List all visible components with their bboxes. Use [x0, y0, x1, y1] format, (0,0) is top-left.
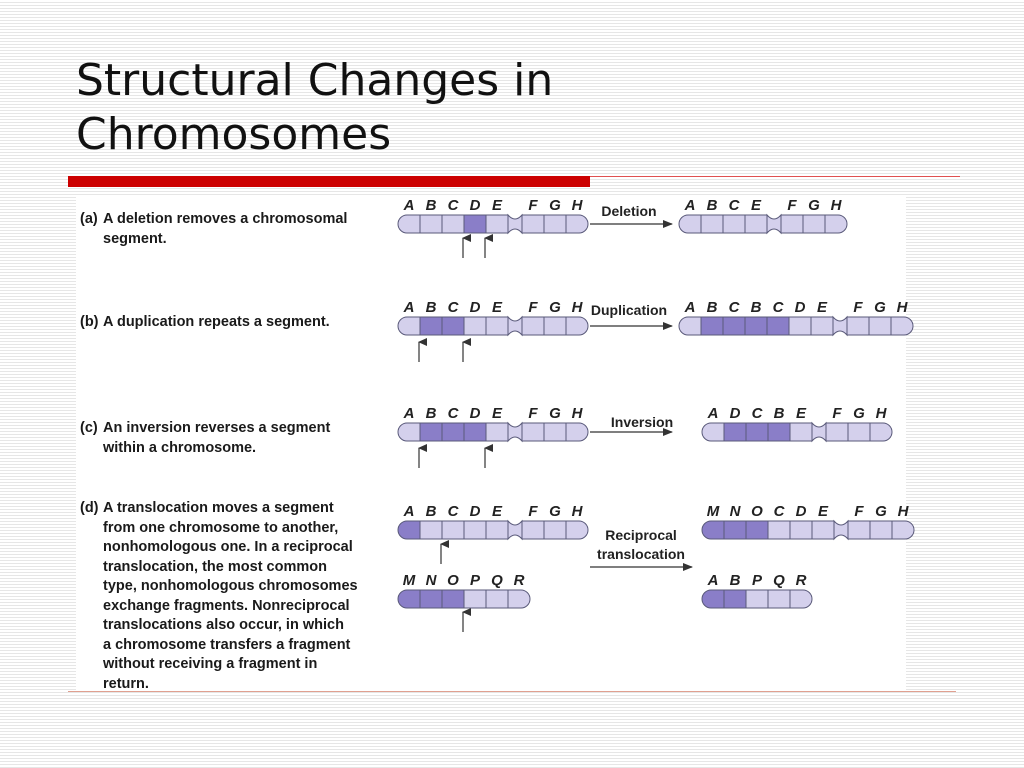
- chromosome-segment: [892, 521, 914, 539]
- gene-label: F: [832, 405, 842, 422]
- description-b-line1: A duplication repeats a segment.: [103, 314, 330, 330]
- row-letter-d: (d): [80, 500, 99, 516]
- slide-title-line1: Structural Changes in: [76, 55, 554, 106]
- row-letter-c: (c): [80, 420, 98, 436]
- chromosome-segment: [508, 590, 530, 608]
- chromosome-c-after: [702, 405, 892, 441]
- chromosome-a-before: [398, 197, 588, 233]
- gene-label: C: [751, 405, 763, 422]
- chromosome-segment: [768, 521, 790, 539]
- description-d-line6: exchange fragments. Nonreciprocal: [103, 597, 350, 614]
- gene-label: B: [706, 197, 718, 214]
- description-c-line2: within a chromosome.: [103, 439, 257, 456]
- chromosome-segment: [790, 590, 812, 608]
- gene-label: F: [787, 197, 797, 214]
- gene-label: A: [403, 503, 415, 520]
- chromosome-segment: [723, 317, 745, 335]
- gene-label: O: [751, 503, 763, 520]
- gene-label: D: [794, 299, 806, 316]
- title-accent-bar: [68, 176, 590, 187]
- chromosome-segment: [486, 317, 508, 335]
- gene-label: F: [854, 503, 864, 520]
- gene-label: E: [491, 503, 503, 520]
- chromosome-segment: [812, 521, 834, 539]
- gene-label: H: [571, 405, 583, 422]
- gene-label: B: [729, 572, 741, 589]
- gene-label: D: [729, 405, 741, 422]
- chromosome-segment: [464, 215, 486, 233]
- chromosome-segment: [702, 590, 724, 608]
- chromosome-segment: [701, 215, 723, 233]
- chromosome-segment: [464, 423, 486, 441]
- gene-label: H: [830, 197, 842, 214]
- centromere: [508, 521, 522, 539]
- chromosome-segment: [398, 215, 420, 233]
- gene-label: F: [528, 299, 538, 316]
- chromosome-c-before: [398, 405, 588, 441]
- chromosome-segment: [566, 215, 588, 233]
- gene-label: A: [707, 405, 719, 422]
- gene-label: G: [549, 197, 561, 214]
- description-c-line1: An inversion reverses a segment: [103, 420, 331, 436]
- chromosome-segment: [566, 423, 588, 441]
- chromosome-d-before-2: [398, 572, 530, 608]
- gene-label: D: [795, 503, 807, 520]
- centromere: [508, 423, 522, 441]
- chromosome-segment: [522, 521, 544, 539]
- chromosome-segment: [442, 215, 464, 233]
- chromosome-a-after: [679, 197, 847, 233]
- slide-title: [76, 54, 776, 162]
- chromosome-segment: [869, 317, 891, 335]
- gene-label: G: [875, 503, 887, 520]
- gene-label: H: [875, 405, 887, 422]
- description-d-line3: nonhomologous one. In a reciprocal: [103, 539, 353, 555]
- chromosome-segment: [522, 215, 544, 233]
- gene-label: F: [528, 197, 538, 214]
- description-d-line8: a chromosome transfers a fragment: [103, 636, 351, 653]
- gene-label: C: [447, 405, 459, 422]
- chromosome-segment: [544, 521, 566, 539]
- centromere: [767, 215, 781, 233]
- chromosome-segment: [847, 317, 869, 335]
- gene-label: C: [728, 197, 740, 214]
- chromosome-segment: [566, 521, 588, 539]
- chromosome-segment: [398, 521, 420, 539]
- chromosome-segment: [398, 423, 420, 441]
- chromosome-segment: [522, 423, 544, 441]
- chromosome-segment: [486, 215, 508, 233]
- gene-label: P: [469, 572, 481, 589]
- description-a-line1: A deletion removes a chromosomal: [103, 211, 348, 227]
- chromosome-segment: [544, 215, 566, 233]
- description-d-line7: translocations also occur, in which: [103, 617, 344, 633]
- chromosome-segment: [522, 317, 544, 335]
- gene-label: F: [853, 299, 863, 316]
- chromosome-d-after-1: [702, 503, 914, 539]
- gene-label: N: [425, 572, 437, 589]
- operation-label-reciprocal-line2: translocation: [597, 546, 685, 562]
- gene-label: E: [750, 197, 762, 214]
- gene-label: D: [469, 503, 481, 520]
- gene-label: C: [447, 299, 459, 316]
- chromosome-segment: [544, 423, 566, 441]
- centromere: [812, 423, 826, 441]
- gene-label: D: [469, 197, 481, 214]
- chromosome-segment: [464, 521, 486, 539]
- description-d-line5: type, nonhomologous chromosomes: [103, 578, 358, 594]
- row-letter-b: (b): [80, 314, 99, 330]
- gene-label: C: [447, 197, 459, 214]
- gene-label: E: [816, 299, 828, 316]
- gene-label: G: [874, 299, 886, 316]
- chromosome-segment: [746, 521, 768, 539]
- operation-label-duplication: Duplication: [590, 302, 668, 318]
- gene-label: A: [684, 197, 696, 214]
- chromosome-segment: [826, 423, 848, 441]
- description-d-line1: A translocation moves a segment: [103, 500, 334, 516]
- gene-label: H: [571, 299, 583, 316]
- footer-divider-line: [68, 691, 956, 692]
- gene-label: B: [773, 405, 785, 422]
- gene-label: B: [425, 299, 437, 316]
- chromosome-segment: [825, 215, 847, 233]
- gene-label: H: [571, 503, 583, 520]
- operation-label-deletion: Deletion: [601, 203, 657, 219]
- chromosome-segment: [724, 590, 746, 608]
- gene-label: H: [571, 197, 583, 214]
- description-d-line9: without receiving a fragment in: [103, 656, 318, 672]
- chromosome-segment: [442, 317, 464, 335]
- gene-label: B: [425, 503, 437, 520]
- chromosome-segment: [811, 317, 833, 335]
- gene-label: N: [729, 503, 741, 520]
- chromosome-segment: [723, 215, 745, 233]
- chromosome-b-before: [398, 299, 588, 335]
- gene-label: M: [706, 503, 720, 520]
- centromere: [508, 215, 522, 233]
- chromosome-segment: [891, 317, 913, 335]
- gene-label: G: [549, 503, 561, 520]
- operation-label-reciprocal-line1: Reciprocal: [605, 527, 677, 543]
- description-d-line2: from one chromosome to another,: [103, 519, 339, 536]
- chromosome-segment: [544, 317, 566, 335]
- gene-label: E: [795, 405, 807, 422]
- chromosome-segment: [790, 423, 812, 441]
- gene-label: C: [728, 299, 740, 316]
- gene-label: D: [469, 299, 481, 316]
- chromosome-segment: [768, 590, 790, 608]
- gene-label: R: [795, 572, 807, 589]
- gene-label: A: [403, 299, 415, 316]
- chromosome-segment: [870, 423, 892, 441]
- chromosome-segment: [702, 521, 724, 539]
- chromosome-segment: [746, 590, 768, 608]
- chromosome-segment: [442, 423, 464, 441]
- chromosome-b-after: [679, 299, 913, 335]
- chromosome-segment: [768, 423, 790, 441]
- chromosome-segment: [464, 590, 486, 608]
- chromosome-segment: [724, 423, 746, 441]
- chromosome-segment: [790, 521, 812, 539]
- gene-label: E: [817, 503, 829, 520]
- description-d-line10: return.: [103, 675, 149, 692]
- chromosome-segment: [745, 215, 767, 233]
- gene-label: E: [491, 197, 503, 214]
- chromosome-diagram-svg: [76, 196, 909, 690]
- centromere: [508, 317, 522, 335]
- gene-label: F: [528, 503, 538, 520]
- gene-label: B: [706, 299, 718, 316]
- chromosome-segment: [724, 521, 746, 539]
- chromosome-segment: [420, 521, 442, 539]
- chromosome-segment: [679, 215, 701, 233]
- title-divider-line: [590, 176, 960, 177]
- chromosome-segment: [848, 521, 870, 539]
- description-a-line2: segment.: [103, 230, 167, 247]
- gene-label: G: [853, 405, 865, 422]
- gene-label: Q: [773, 572, 785, 589]
- gene-label: H: [896, 299, 908, 316]
- chromosome-segment: [803, 215, 825, 233]
- centromere: [833, 317, 847, 335]
- gene-label: D: [469, 405, 481, 422]
- gene-label: E: [491, 405, 503, 422]
- gene-label: A: [403, 197, 415, 214]
- chromosome-d-before-1: [398, 503, 588, 539]
- gene-label: G: [549, 299, 561, 316]
- gene-label: B: [750, 299, 762, 316]
- gene-label: G: [808, 197, 820, 214]
- chromosome-segment: [420, 423, 442, 441]
- chromosome-segment: [420, 215, 442, 233]
- gene-label: B: [425, 405, 437, 422]
- gene-label: C: [773, 503, 785, 520]
- description-d-line4: translocation, the most common: [103, 558, 327, 575]
- gene-label: Q: [491, 572, 503, 589]
- chromosome-segment: [701, 317, 723, 335]
- chromosome-segment: [420, 590, 442, 608]
- chromosome-segment: [848, 423, 870, 441]
- chromosome-segment: [464, 317, 486, 335]
- gene-label: G: [549, 405, 561, 422]
- chromosome-segment: [398, 590, 420, 608]
- chromosome-segment: [442, 590, 464, 608]
- gene-label: C: [772, 299, 784, 316]
- slide-title-line2: Chromosomes: [76, 109, 392, 160]
- chromosome-segment: [420, 317, 442, 335]
- chromosome-segment: [486, 521, 508, 539]
- chromosome-figure: [76, 196, 909, 692]
- chromosome-segment: [566, 317, 588, 335]
- gene-label: A: [684, 299, 696, 316]
- chromosome-segment: [767, 317, 789, 335]
- gene-label: A: [707, 572, 719, 589]
- chromosome-segment: [679, 317, 701, 335]
- gene-label: E: [491, 299, 503, 316]
- chromosome-d-after-2: [702, 572, 812, 608]
- gene-label: H: [897, 503, 909, 520]
- gene-label: O: [447, 572, 459, 589]
- gene-label: C: [447, 503, 459, 520]
- chromosome-segment: [746, 423, 768, 441]
- row-letter-a: (a): [80, 211, 98, 227]
- chromosome-segment: [745, 317, 767, 335]
- gene-label: B: [425, 197, 437, 214]
- chromosome-segment: [702, 423, 724, 441]
- gene-label: R: [513, 572, 525, 589]
- chromosome-segment: [486, 423, 508, 441]
- chromosome-segment: [870, 521, 892, 539]
- operation-label-inversion: Inversion: [610, 414, 674, 430]
- chromosome-segment: [781, 215, 803, 233]
- gene-label: M: [402, 572, 416, 589]
- gene-label: P: [751, 572, 763, 589]
- gene-label: F: [528, 405, 538, 422]
- centromere: [834, 521, 848, 539]
- gene-label: A: [403, 405, 415, 422]
- chromosome-segment: [486, 590, 508, 608]
- chromosome-segment: [398, 317, 420, 335]
- chromosome-segment: [442, 521, 464, 539]
- chromosome-segment: [789, 317, 811, 335]
